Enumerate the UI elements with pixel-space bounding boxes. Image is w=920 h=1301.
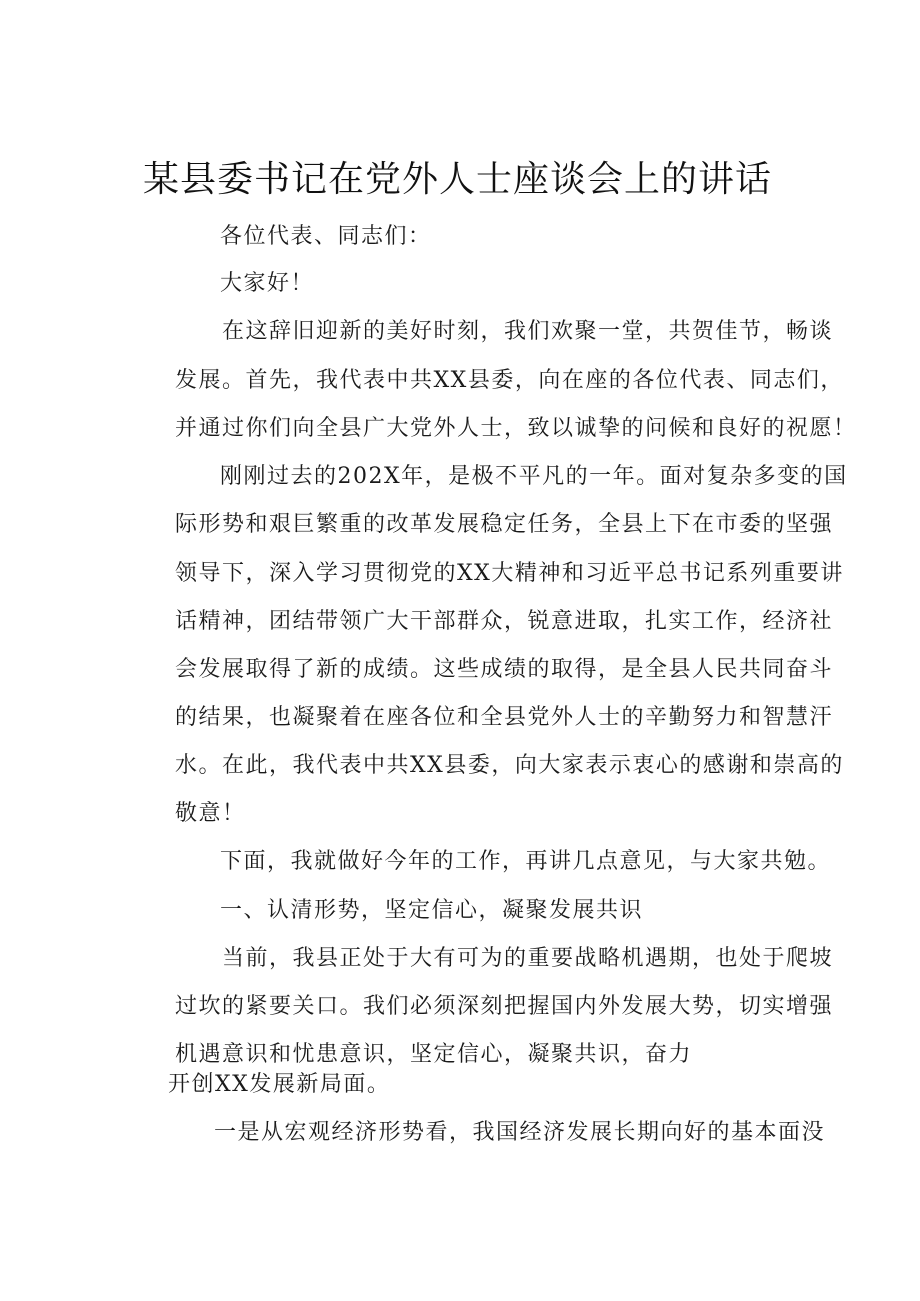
section-heading: 一、认清形势，坚定信心，凝聚发展共识 <box>220 898 644 923</box>
paragraph-line: 在这辞旧迎新的美好时刻，我们欢聚一堂，共贺佳节，畅谈 <box>222 319 834 344</box>
paragraph-line: 会发展取得了新的成绩。这些成绩的取得，是全县人民共同奋斗 <box>175 657 834 682</box>
salutation-line: 各位代表、同志们： <box>220 224 432 249</box>
paragraph-line: 开创XX发展新局面。 <box>168 1072 391 1097</box>
paragraph-line: 并通过你们向全县广大党外人士，致以诚挚的问候和良好的祝愿！ <box>175 416 857 441</box>
paragraph-line: 领导下，深入学习贯彻党的XX大精神和习近平总书记系列重要讲 <box>175 561 844 586</box>
paragraph-line: 机遇意识和忧患意识，坚定信心，凝聚共识，奋力 <box>175 1042 693 1067</box>
paragraph-line: 敬意！ <box>175 801 246 826</box>
greeting-line: 大家好！ <box>220 271 315 296</box>
paragraph-line: 水。在此，我代表中共XX县委，向大家表示衷心的感谢和崇高的 <box>175 753 844 778</box>
paragraph-line: 一是从宏观经济形势看，我国经济发展长期向好的基本面没 <box>214 1120 826 1145</box>
paragraph-line: 的结果，也凝聚着在座各位和全县党外人士的辛勤努力和智慧汗 <box>175 705 834 730</box>
paragraph-line: 刚刚过去的202X年，是极不平凡的一年。面对复杂多变的国 <box>220 464 848 489</box>
paragraph-line: 际形势和艰巨繁重的改革发展稳定任务，全县上下在市委的坚强 <box>175 512 834 537</box>
paragraph-line: 话精神，团结带领广大干部群众，锐意进取，扎实工作，经济社 <box>175 609 834 634</box>
paragraph-line: 当前，我县正处于大有可为的重要战略机遇期，也处于爬坡 <box>222 946 834 971</box>
paragraph-line: 发展。首先，我代表中共XX县委，向在座的各位代表、同志们， <box>175 368 844 393</box>
paragraph-line: 下面，我就做好今年的工作，再讲几点意见，与大家共勉。 <box>220 849 832 874</box>
document-title: 某县委书记在党外人士座谈会上的讲话 <box>143 159 773 200</box>
paragraph-line: 过坎的紧要关口。我们必须深刻把握国内外发展大势，切实增强 <box>175 994 834 1019</box>
